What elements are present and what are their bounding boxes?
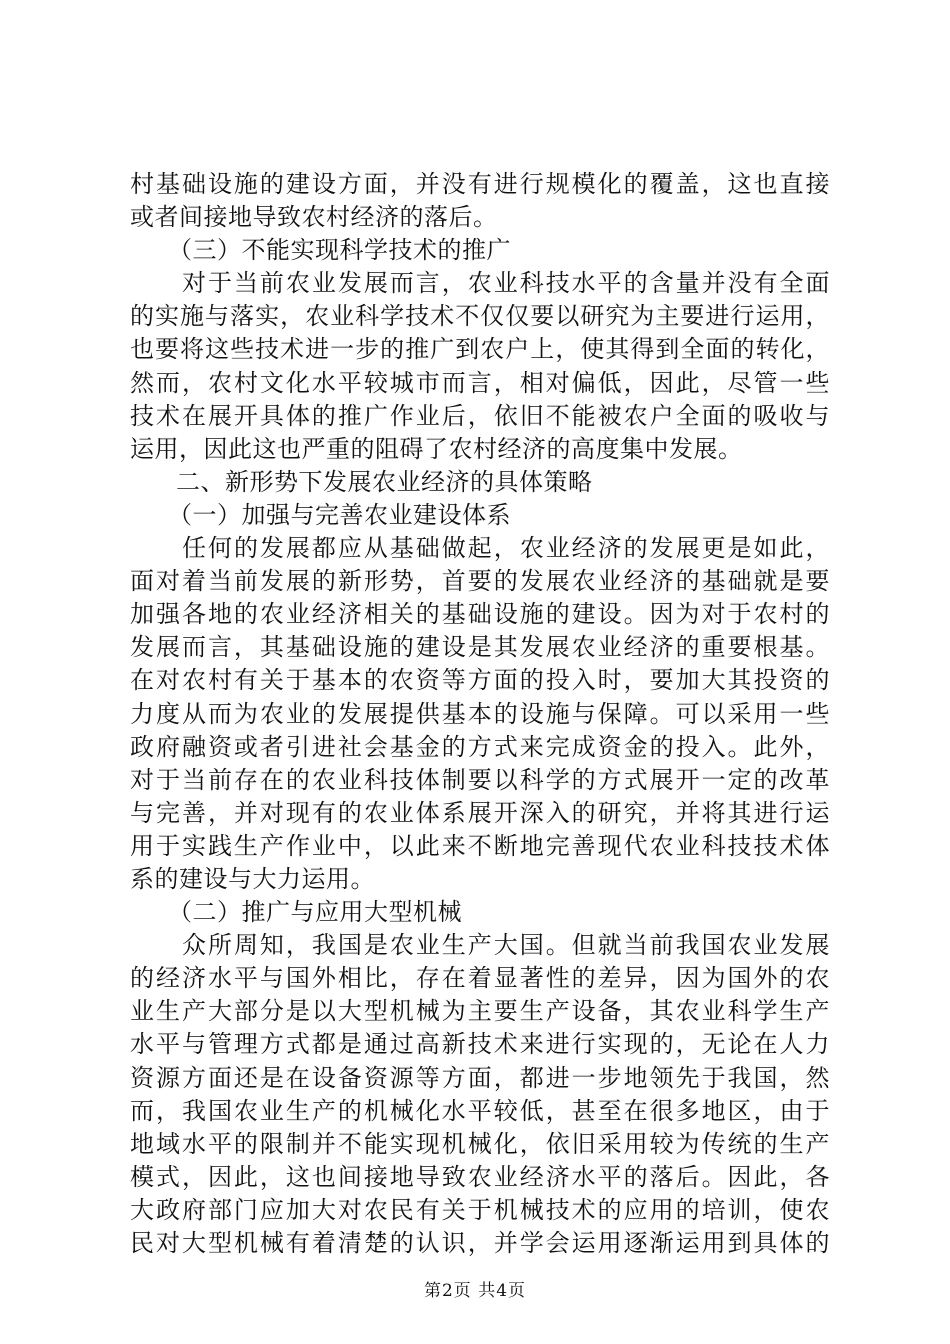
text-line: 力度从而为农业的发展提供基本的设施与保障。可以采用一些 [130,699,830,728]
text-line: 而，我国农业生产的机械化水平较低，甚至在很多地区，由于 [130,1096,830,1125]
text-line: 民对大型机械有着清楚的认识，并学会运用逐渐运用到具体的 [130,1229,830,1257]
text-line: 任何的发展都应从基础做起，农业经济的发展更是如此， [182,534,830,563]
text-line: 大政府部门应加大对农民有关于机械技术的应用的培训，使农 [130,1195,830,1224]
text-line: 用于实践生产作业中，以此来不断地完善现代农业科技技术体 [130,831,830,860]
text-line: 加强各地的农业经济相关的基础设施的建设。因为对于农村的 [130,600,830,629]
text-line: 的经济水平与国外相比，存在着显著性的差异，因为国外的农 [130,964,830,993]
text-line: 政府融资或者引进社会基金的方式来完成资金的投入。此外， [130,732,830,761]
text-line: 发展而言，其基础设施的建设是其发展农业经济的重要根基。 [130,633,830,662]
body-text [130,168,830,1260]
text-line: 然而，农村文化水平较城市而言，相对偏低，因此，尽管一些 [130,368,830,397]
text-line: 在对农村有关于基本的农资等方面的投入时，要加大其投资的 [130,666,830,695]
section-heading: （二）推广与应用大型机械 [168,898,462,927]
text-line: 对于当前农业发展而言，农业科技水平的含量并没有全面 [182,269,830,298]
text-line: 对于当前存在的农业科技体制要以科学的方式展开一定的改革 [130,765,830,794]
text-line: 众所周知，我国是农业生产大国。但就当前我国农业发展 [182,931,830,960]
text-line: 业生产大部分是以大型机械为主要生产设备，其农业科学生产 [130,997,830,1026]
section-heading: （一）加强与完善农业建设体系 [168,500,511,529]
text-line: 技术在展开具体的推广作业后，依旧不能被农户全面的吸收与 [130,401,830,430]
text-line: 的实施与落实，农业科学技术不仅仅要以研究为主要进行运用， [130,302,830,331]
section-heading: （三）不能实现科学技术的推广 [168,236,511,265]
text-line: 水平与管理方式都是通过高新技术来进行实现的，无论在人力 [130,1030,830,1059]
text-line: 村基础设施的建设方面，并没有进行规模化的覆盖，这也直接 [130,170,830,198]
text-line: 模式，因此，这也间接地导致农业经济水平的落后。因此，各 [130,1162,830,1191]
text-line: 或者间接地导致农村经济的落后。 [130,203,498,232]
text-line: 系的建设与大力运用。 [130,864,375,893]
text-line: 与完善，并对现有的农业体系展开深入的研究，并将其进行运 [130,798,830,827]
text-line: 资源方面还是在设备资源等方面，都进一步地领先于我国，然 [130,1063,830,1092]
text-line: 运用，因此这也严重的阻碍了农村经济的高度集中发展。 [130,434,743,463]
section-heading: 二、新形势下发展农业经济的具体策略 [176,467,593,496]
page-number-footer: 第2页 共4页 [423,1281,527,1301]
text-line: 地域水平的限制并不能实现机械化，依旧采用较为传统的生产 [130,1129,830,1158]
text-line: 面对着当前发展的新形势，首要的发展农业经济的基础就是要 [130,567,830,596]
text-line: 也要将这些技术进一步的推广到农户上，使其得到全面的转化， [130,335,830,364]
